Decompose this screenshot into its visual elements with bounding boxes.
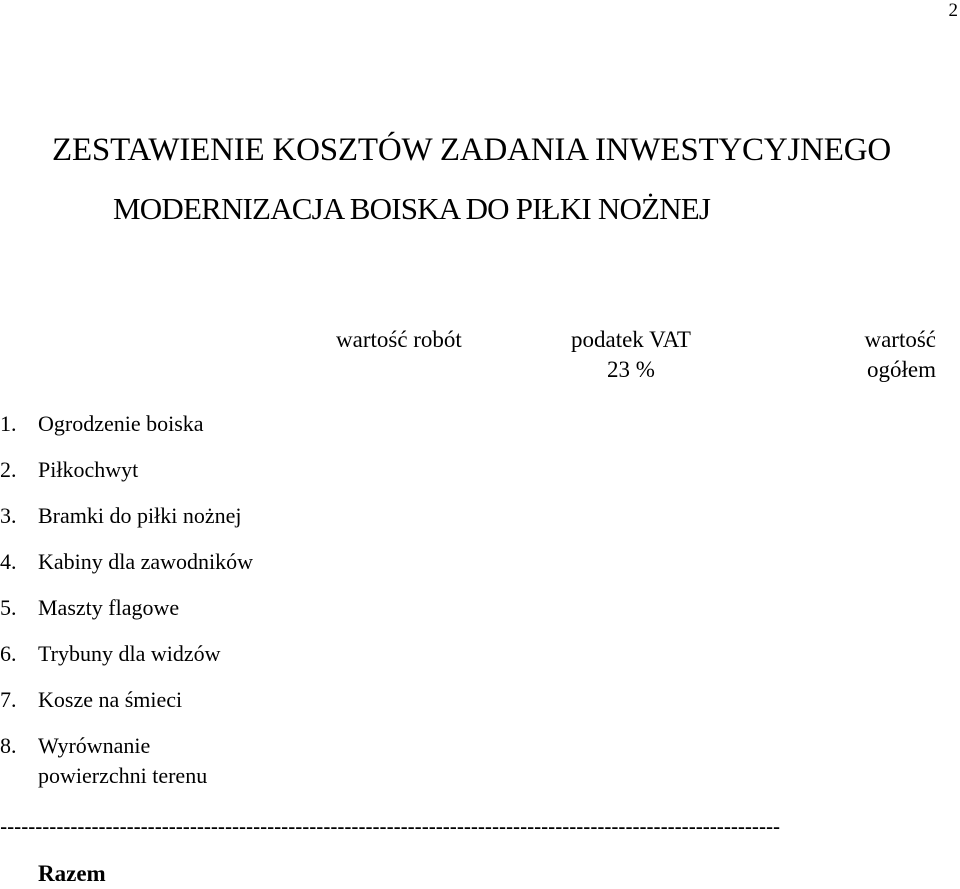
item-number: 3. [0,503,17,528]
item-number: 5. [0,595,17,620]
item-label: Bramki do piłki nożnej [38,503,242,528]
dashed-separator: --------------------------------------------------------------------------------------------------------------- [0,814,780,839]
item-label: Trybuny dla widzów [38,641,221,666]
list-item [0,547,253,593]
document-title: ZESTAWIENIE KOSZTÓW ZADANIA INWESTYCYJNEGO [52,132,891,168]
column-header-total [864,325,936,385]
column-header-vat-line2: 23 % [606,357,655,382]
list-item [0,731,253,801]
list-item [0,409,253,455]
column-header-work-value-text: wartość robót [336,327,462,352]
list-item [0,501,253,547]
document-subtitle: MODERNIZACJA BOISKA DO PIŁKI NOŻNEJ [113,191,711,226]
item-label: Kosze na śmieci [38,687,183,712]
item-number: 1. [0,411,17,436]
total-label: Razem [38,861,106,886]
item-label [38,731,207,801]
item-number: 4. [0,549,17,574]
list-item [0,685,253,731]
item-number: 7. [0,687,17,712]
column-header-vat-line1: podatek VAT [571,327,691,352]
list-item [0,639,253,685]
list-item [0,455,253,501]
list-item [0,593,253,639]
item-label: Piłkochwyt [38,457,139,482]
item-label: Ogrodzenie boiska [38,411,204,436]
item-label: Kabiny dla zawodników [38,549,254,574]
column-header-total-line2: ogółem [867,357,936,382]
column-header-total-line1: wartość [864,327,936,352]
column-header-vat [571,325,691,385]
item-label: Maszty flagowe [38,595,180,620]
column-header-work-value [336,325,462,355]
page-number: 2 [948,0,958,21]
item-number: 6. [0,641,17,666]
item-label-line1: Wyrównanie [38,733,151,758]
item-number: 8. [0,733,17,758]
cost-items-list [0,409,253,801]
item-label-line2: powierzchni terenu [38,763,208,788]
item-number: 2. [0,457,17,482]
